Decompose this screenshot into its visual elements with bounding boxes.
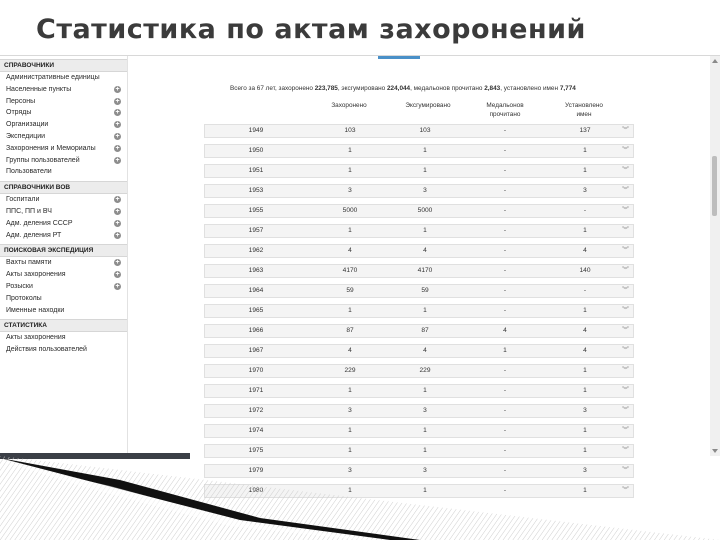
cell-exhumed: 1 <box>423 427 427 434</box>
cell-exhumed: 103 <box>419 127 431 134</box>
sidebar-item-label: Протоколы <box>6 294 42 302</box>
active-tab-indicator[interactable] <box>378 56 420 59</box>
cell-year: 1965 <box>248 307 264 314</box>
plus-circle-icon[interactable]: + <box>115 132 120 140</box>
cell-buried: 103 <box>344 127 356 134</box>
chevron-down-icon[interactable]: ︾ <box>622 447 629 454</box>
chevron-down-icon[interactable]: ︾ <box>622 227 629 234</box>
plus-circle-icon[interactable]: + <box>115 219 120 227</box>
cell-names: 3 <box>583 187 587 194</box>
cell-names: - <box>583 287 587 294</box>
sidebar-item-label: ППС, ПП и ВЧ <box>6 207 52 215</box>
summary-exhumed-label: , эксгумировано <box>337 85 386 92</box>
cell-year: 1970 <box>248 367 264 374</box>
column-header-names: Установлено имен <box>565 102 603 118</box>
cell-medals: - <box>503 387 507 394</box>
main-panel <box>128 56 720 494</box>
sidebar-item-label: Действия пользователей <box>6 346 87 354</box>
table-row[interactable] <box>204 204 634 218</box>
cell-exhumed: 1 <box>423 147 427 154</box>
cell-buried: 1 <box>348 387 352 394</box>
scroll-thumb[interactable] <box>712 156 717 216</box>
table-row[interactable] <box>204 424 634 438</box>
scrollbar[interactable] <box>710 56 720 456</box>
chevron-down-icon[interactable]: ︾ <box>622 207 629 214</box>
cell-medals: - <box>503 307 507 314</box>
sidebar-item-label: Захоронения и Мемориалы <box>6 144 96 152</box>
plus-circle-icon[interactable]: + <box>115 259 120 267</box>
cell-exhumed: 87 <box>421 327 429 334</box>
chevron-down-icon[interactable]: ︾ <box>622 467 629 474</box>
cell-exhumed: 59 <box>421 287 429 294</box>
cell-medals: - <box>503 147 507 154</box>
sidebar-item[interactable] <box>0 344 127 356</box>
sidebar-item-label: Персоны <box>6 97 36 105</box>
cell-buried: 1 <box>348 427 352 434</box>
cell-medals: 1 <box>503 347 507 354</box>
sidebar-section-header: СПРАВОЧНИКИ <box>0 59 127 72</box>
chevron-down-icon[interactable]: ︾ <box>622 187 629 194</box>
table-row[interactable] <box>204 244 634 258</box>
cell-buried: 3 <box>348 467 352 474</box>
sidebar-item[interactable] <box>0 119 127 131</box>
cell-names: 140 <box>579 267 591 274</box>
chevron-down-icon[interactable]: ︾ <box>622 427 629 434</box>
cell-medals: - <box>503 267 507 274</box>
plus-circle-icon[interactable]: + <box>115 109 120 117</box>
cell-exhumed: 4 <box>423 347 427 354</box>
table-row[interactable] <box>204 224 634 238</box>
summary-medals: 2,843 <box>484 85 501 92</box>
sidebar-item[interactable] <box>0 155 127 167</box>
sidebar-item-label: Организации <box>6 121 49 129</box>
cell-exhumed: 4 <box>423 247 427 254</box>
sidebar-item[interactable] <box>0 96 127 108</box>
cell-names: 1 <box>583 427 587 434</box>
cell-year: 1966 <box>248 327 264 334</box>
summary-names: 7,774 <box>559 85 576 92</box>
sidebar-item-label: Населенные пункты <box>6 85 72 93</box>
cell-year: 1957 <box>248 227 264 234</box>
sidebar-section-header: СТАТИСТИКА <box>0 319 127 332</box>
sidebar-item-label: Госпитали <box>6 196 40 204</box>
cell-buried: 4 <box>348 247 352 254</box>
sidebar-item[interactable] <box>0 257 127 269</box>
cell-medals: - <box>503 487 507 494</box>
screenshot-frame <box>0 55 720 494</box>
cell-buried: 229 <box>344 367 356 374</box>
table-row[interactable] <box>204 364 634 378</box>
table-row[interactable] <box>204 344 634 358</box>
table-row[interactable] <box>204 304 634 318</box>
cell-exhumed: 3 <box>423 467 427 474</box>
sidebar-item-label: Адм. деления РТ <box>6 231 62 239</box>
cell-year: 1967 <box>248 347 264 354</box>
cell-names: 3 <box>583 467 587 474</box>
cell-exhumed: 1 <box>423 387 427 394</box>
cell-buried: 1 <box>348 147 352 154</box>
cell-buried: 4170 <box>342 267 358 274</box>
cell-medals: - <box>503 467 507 474</box>
cell-medals: - <box>503 127 507 134</box>
cell-exhumed: 1 <box>423 307 427 314</box>
sidebar-item[interactable] <box>0 107 127 119</box>
chevron-down-icon[interactable]: ︾ <box>622 127 629 134</box>
sidebar-item[interactable] <box>0 206 127 218</box>
summary-exhumed: 224,044 <box>387 85 411 92</box>
plus-circle-icon[interactable]: + <box>115 196 120 204</box>
cell-year: 1964 <box>248 287 264 294</box>
scroll-up-icon[interactable] <box>712 59 718 63</box>
sidebar-item[interactable] <box>0 305 127 317</box>
sidebar-section-header: СПРАВОЧНИКИ ВОВ <box>0 181 127 194</box>
cell-names: 4 <box>583 347 587 354</box>
cell-year: 1974 <box>248 427 264 434</box>
column-header-medals: Медальонов прочитано <box>486 102 524 118</box>
slide-title: Статистика по актам захоронений <box>36 14 586 45</box>
plus-circle-icon[interactable]: + <box>115 144 120 152</box>
cell-names: 1 <box>583 307 587 314</box>
cell-names: 137 <box>579 127 591 134</box>
sidebar-item-label: Отряды <box>6 109 32 117</box>
sidebar-item[interactable] <box>0 72 127 84</box>
cell-buried: 3 <box>348 187 352 194</box>
summary-line <box>230 85 576 92</box>
table-row[interactable] <box>204 264 634 278</box>
plus-circle-icon[interactable]: + <box>115 156 120 164</box>
chevron-down-icon[interactable]: ︾ <box>622 167 629 174</box>
sidebar-item-label: Именные находки <box>6 306 65 314</box>
cell-names: 4 <box>583 247 587 254</box>
cell-year: 1975 <box>248 447 264 454</box>
sidebar-item-label: Пользователи <box>6 168 52 176</box>
chevron-down-icon[interactable]: ︾ <box>622 367 629 374</box>
table-row[interactable] <box>204 144 634 158</box>
cell-names: 1 <box>583 167 587 174</box>
cell-buried: 1 <box>348 487 352 494</box>
sidebar-item-label: Акты захоронения <box>6 334 66 342</box>
sidebar-item-label: Акты захоронения <box>6 271 66 279</box>
cell-year: 1963 <box>248 267 264 274</box>
cell-medals: - <box>503 427 507 434</box>
table-row[interactable] <box>204 184 634 198</box>
sidebar-item[interactable] <box>0 230 127 242</box>
plus-circle-icon[interactable]: + <box>115 282 120 290</box>
hatched-wedge <box>0 456 720 540</box>
sidebar-item[interactable] <box>0 194 127 206</box>
cell-medals: - <box>503 207 507 214</box>
cell-exhumed: 1 <box>423 447 427 454</box>
cell-names: - <box>583 207 587 214</box>
cell-buried: 5000 <box>342 207 358 214</box>
sidebar <box>0 56 128 456</box>
table-row[interactable] <box>204 384 634 398</box>
cell-names: 1 <box>583 447 587 454</box>
cell-medals: - <box>503 287 507 294</box>
sidebar-item-label: Адм. деления СССР <box>6 219 73 227</box>
summary-prefix: Всего за 67 лет, захоронено <box>230 85 313 92</box>
chevron-down-icon[interactable]: ︾ <box>622 147 629 154</box>
cell-exhumed: 1 <box>423 227 427 234</box>
cell-exhumed: 3 <box>423 187 427 194</box>
cell-names: 4 <box>583 327 587 334</box>
plus-circle-icon[interactable]: + <box>115 207 120 215</box>
table-row[interactable] <box>204 124 634 138</box>
chevron-down-icon[interactable]: ︾ <box>622 267 629 274</box>
table-row[interactable] <box>204 164 634 178</box>
cell-year: 1972 <box>248 407 264 414</box>
cell-names: 1 <box>583 227 587 234</box>
sidebar-section-header: ПОИСКОВАЯ ЭКСПЕДИЦИЯ <box>0 244 127 257</box>
sidebar-item-label: Административные единицы <box>6 74 100 81</box>
cell-names: 1 <box>583 147 587 154</box>
column-header-exhumed: Эксгумировано <box>405 102 451 109</box>
cell-buried: 1 <box>348 307 352 314</box>
chevron-down-icon[interactable]: ︾ <box>622 387 629 394</box>
scroll-down-icon[interactable] <box>712 449 718 453</box>
cell-exhumed: 1 <box>423 167 427 174</box>
sidebar-item[interactable] <box>0 143 127 155</box>
sidebar-item-label: Розыски <box>6 282 33 290</box>
chevron-down-icon[interactable]: ︾ <box>622 487 629 494</box>
cell-buried: 1 <box>348 447 352 454</box>
summary-names-label: , установлено имен <box>500 85 559 92</box>
sidebar-item[interactable] <box>0 84 127 96</box>
cell-exhumed: 1 <box>423 487 427 494</box>
chevron-down-icon[interactable]: ︾ <box>622 347 629 354</box>
cell-buried: 1 <box>348 227 352 234</box>
cell-buried: 4 <box>348 347 352 354</box>
cell-year: 1950 <box>248 147 264 154</box>
sidebar-item[interactable] <box>0 293 127 305</box>
sidebar-item[interactable] <box>0 218 127 230</box>
cell-names: 3 <box>583 407 587 414</box>
cell-buried: 3 <box>348 407 352 414</box>
cell-names: 1 <box>583 387 587 394</box>
cell-year: 1951 <box>248 167 264 174</box>
column-header-buried: Захоронено <box>331 102 367 109</box>
sidebar-item[interactable] <box>0 281 127 293</box>
sidebar-item[interactable] <box>0 269 127 281</box>
cell-medals: - <box>503 407 507 414</box>
cell-medals: - <box>503 247 507 254</box>
sidebar-item[interactable] <box>0 131 127 143</box>
cell-names: 1 <box>583 367 587 374</box>
cell-medals: - <box>503 367 507 374</box>
table-row[interactable] <box>204 284 634 298</box>
table-row[interactable] <box>204 324 634 338</box>
cell-exhumed: 5000 <box>417 207 433 214</box>
sidebar-item-label: Группы пользователей <box>6 156 80 164</box>
cell-year: 1979 <box>248 467 264 474</box>
sidebar-item[interactable] <box>0 166 127 178</box>
cell-year: 1955 <box>248 207 264 214</box>
cell-buried: 87 <box>346 327 354 334</box>
cell-exhumed: 229 <box>419 367 431 374</box>
cell-year: 1962 <box>248 247 264 254</box>
cell-medals: - <box>503 447 507 454</box>
cell-exhumed: 3 <box>423 407 427 414</box>
sidebar-item[interactable] <box>0 332 127 344</box>
chevron-down-icon[interactable]: ︾ <box>622 407 629 414</box>
plus-circle-icon[interactable]: + <box>115 231 120 239</box>
stats-table <box>204 124 634 504</box>
cell-names: 1 <box>583 487 587 494</box>
chevron-down-icon[interactable]: ︾ <box>622 287 629 294</box>
chevron-down-icon[interactable]: ︾ <box>622 307 629 314</box>
cell-medals: - <box>503 167 507 174</box>
chevron-down-icon[interactable]: ︾ <box>622 327 629 334</box>
plus-circle-icon[interactable]: + <box>115 121 120 129</box>
plus-circle-icon[interactable]: + <box>115 85 120 93</box>
cell-exhumed: 4170 <box>417 267 433 274</box>
summary-buried: 223,785 <box>314 85 338 92</box>
cell-year: 1949 <box>248 127 264 134</box>
table-row[interactable] <box>204 404 634 418</box>
plus-circle-icon[interactable]: + <box>115 97 120 105</box>
cell-medals: 4 <box>503 327 507 334</box>
decorative-swoosh <box>0 456 720 540</box>
cell-year: 1971 <box>248 387 264 394</box>
cell-year: 1953 <box>248 187 264 194</box>
sidebar-item-label: Экспедиции <box>6 132 46 140</box>
summary-medal-label: , медальонов прочитано <box>410 85 483 92</box>
cell-medals: - <box>503 227 507 234</box>
cell-buried: 1 <box>348 167 352 174</box>
cell-buried: 59 <box>346 287 354 294</box>
plus-circle-icon[interactable]: + <box>115 271 120 279</box>
sidebar-item-label: Вахты памяти <box>6 259 52 267</box>
cell-medals: - <box>503 187 507 194</box>
chevron-down-icon[interactable]: ︾ <box>622 247 629 254</box>
